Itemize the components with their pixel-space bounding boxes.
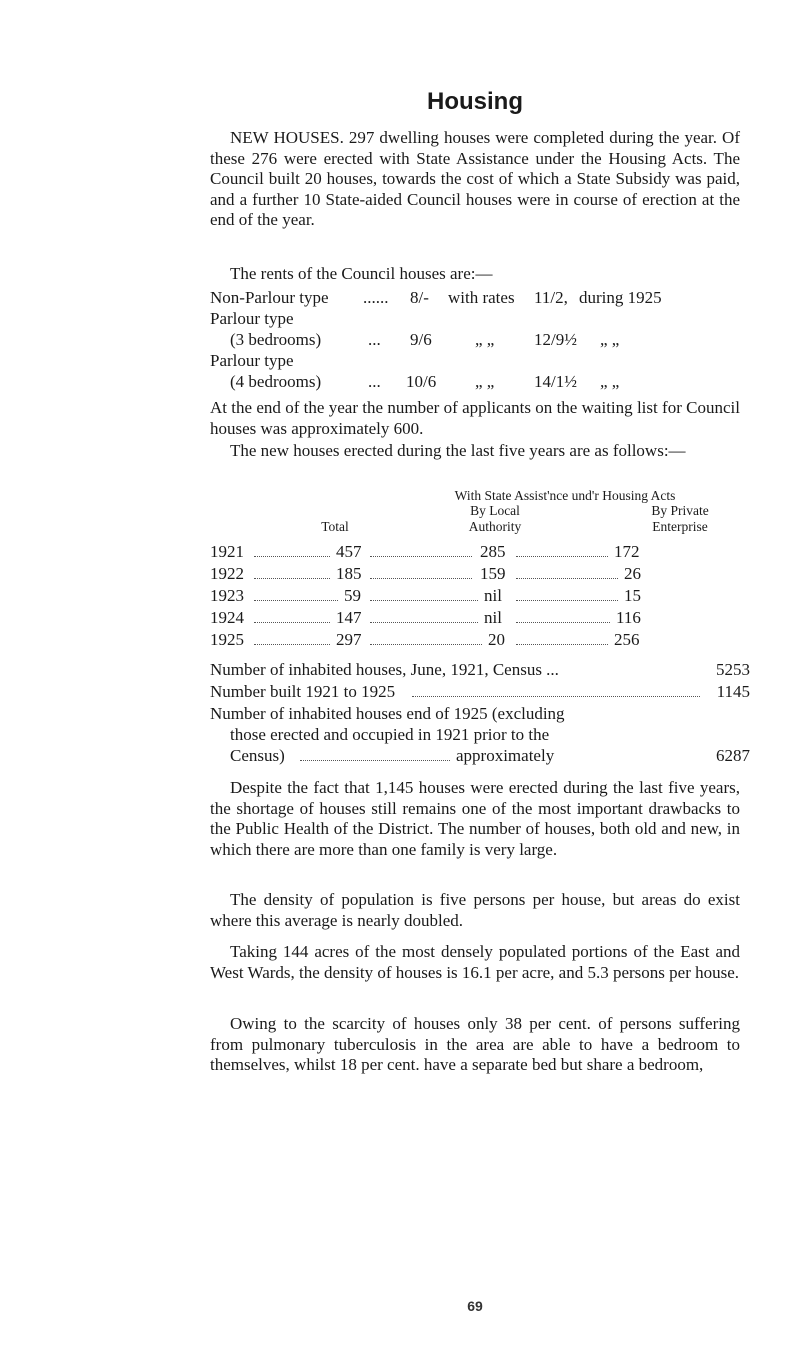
stat-label-cont: those erected and occupied in 1921 prior to the	[230, 725, 550, 744]
stat-value: 6287	[716, 746, 750, 765]
rent-with: „ „	[475, 330, 495, 349]
row-private: 116	[616, 608, 641, 627]
row-total: 185	[336, 564, 362, 583]
row-local: nil	[484, 608, 502, 627]
page-title: Housing	[427, 88, 523, 115]
rent-dots: ......	[363, 288, 389, 307]
stat-value: 5253	[716, 660, 750, 679]
row-local: nil	[484, 586, 502, 605]
col-local-header-2: Authority	[468, 519, 522, 534]
rent-type: Non-Parlour type	[210, 288, 329, 307]
stat-label: Number built 1921 to 1925	[210, 682, 396, 701]
row-year: 1921	[210, 542, 244, 561]
rent-type: Parlour type	[210, 351, 294, 370]
rent-with: „ „	[475, 372, 495, 391]
rent-amount: 8/-	[410, 288, 429, 307]
row-total: 457	[336, 542, 362, 561]
table-row	[210, 586, 750, 608]
col-private-header-2: Enterprise	[652, 519, 708, 534]
stat-value: 1145	[716, 682, 750, 701]
row-private: 172	[614, 542, 640, 561]
row-year: 1924	[210, 608, 244, 627]
table-row	[210, 630, 750, 652]
rent-rates: 12/9½	[534, 330, 577, 349]
new-houses-paragraph: NEW HOUSES. 297 dwelling houses were completed during the year. Of these 276 were erected with State Assistance under the Housing Acts. The Council built 20 houses, towards the cost of which a State Subsidy was paid, and a further 10 State-aided Council houses were in course of erection at the end of the year.	[210, 128, 740, 229]
tuberculosis-paragraph: Owing to the scarcity of houses only 38 per cent. of persons suffering from pulmonary tuberculosis in the area are able to have a bedroom to themselves, whilst 18 per cent. have a separate bed but share a bedroom,	[210, 1014, 740, 1074]
new-houses-intro: The new houses erected during the last five years are as follows:—	[230, 441, 686, 460]
rent-type-detail: (4 bedrooms)	[230, 372, 322, 391]
row-local: 285	[480, 542, 506, 561]
table-row	[210, 608, 750, 630]
col-private-header-1: By Private	[651, 503, 709, 518]
table-row	[210, 542, 750, 564]
rent-during: „ „	[600, 372, 620, 391]
table-group-header: With State Assist'nce und'r Housing Acts	[454, 488, 676, 503]
rents-intro: The rents of the Council houses are:—	[230, 264, 493, 283]
stat-label: Number of inhabited houses, June, 1921, Census ...	[210, 660, 559, 679]
rent-type-detail: (3 bedrooms)	[230, 330, 322, 349]
col-total-header: Total	[321, 519, 349, 534]
row-total: 59	[344, 586, 361, 605]
acres-paragraph: Taking 144 acres of the most densely populated portions of the East and West Wards, the density of houses is 16.1 per acre, and 5.3 persons per house.	[210, 942, 740, 982]
row-year: 1923	[210, 586, 244, 605]
rent-with: with rates	[448, 288, 515, 307]
rent-dots: ...	[368, 372, 381, 391]
stat-label: Number of inhabited houses end of 1925 (excluding	[210, 704, 565, 723]
row-local: 159	[480, 564, 506, 583]
col-local-header-1: By Local	[470, 503, 520, 518]
row-year: 1922	[210, 564, 244, 583]
stat-approx: approximately	[456, 746, 555, 765]
row-total: 297	[336, 630, 362, 649]
row-local: 20	[488, 630, 505, 649]
rent-amount: 9/6	[410, 330, 432, 349]
rent-dots: ...	[368, 330, 381, 349]
rent-type: Parlour type	[210, 309, 294, 328]
density-paragraph: The density of population is five persons per house, but areas do exist where this average is nearly doubled.	[210, 890, 740, 930]
table-row	[210, 564, 750, 586]
stat-label-cont: Census)	[230, 746, 285, 765]
rent-during: „ „	[600, 330, 620, 349]
row-private: 256	[614, 630, 640, 649]
page-number: 69	[467, 1298, 483, 1314]
waiting-list-paragraph: At the end of the year the number of applicants on the waiting list for Council houses was approximately 600.	[210, 398, 740, 438]
rent-during: during 1925	[579, 288, 662, 307]
rent-rates: 14/1½	[534, 372, 577, 391]
row-private: 15	[624, 586, 641, 605]
rent-rates: 11/2,	[534, 288, 568, 307]
row-private: 26	[624, 564, 641, 583]
shortage-paragraph: Despite the fact that 1,145 houses were erected during the last five years, the shortage of houses still remains one of the most important drawbacks to the Public Health of the District. The number of houses, both old and new, in which there are more than one family is very large.	[210, 778, 740, 859]
rent-amount: 10/6	[406, 372, 437, 391]
row-total: 147	[336, 608, 362, 627]
row-year: 1925	[210, 630, 244, 649]
